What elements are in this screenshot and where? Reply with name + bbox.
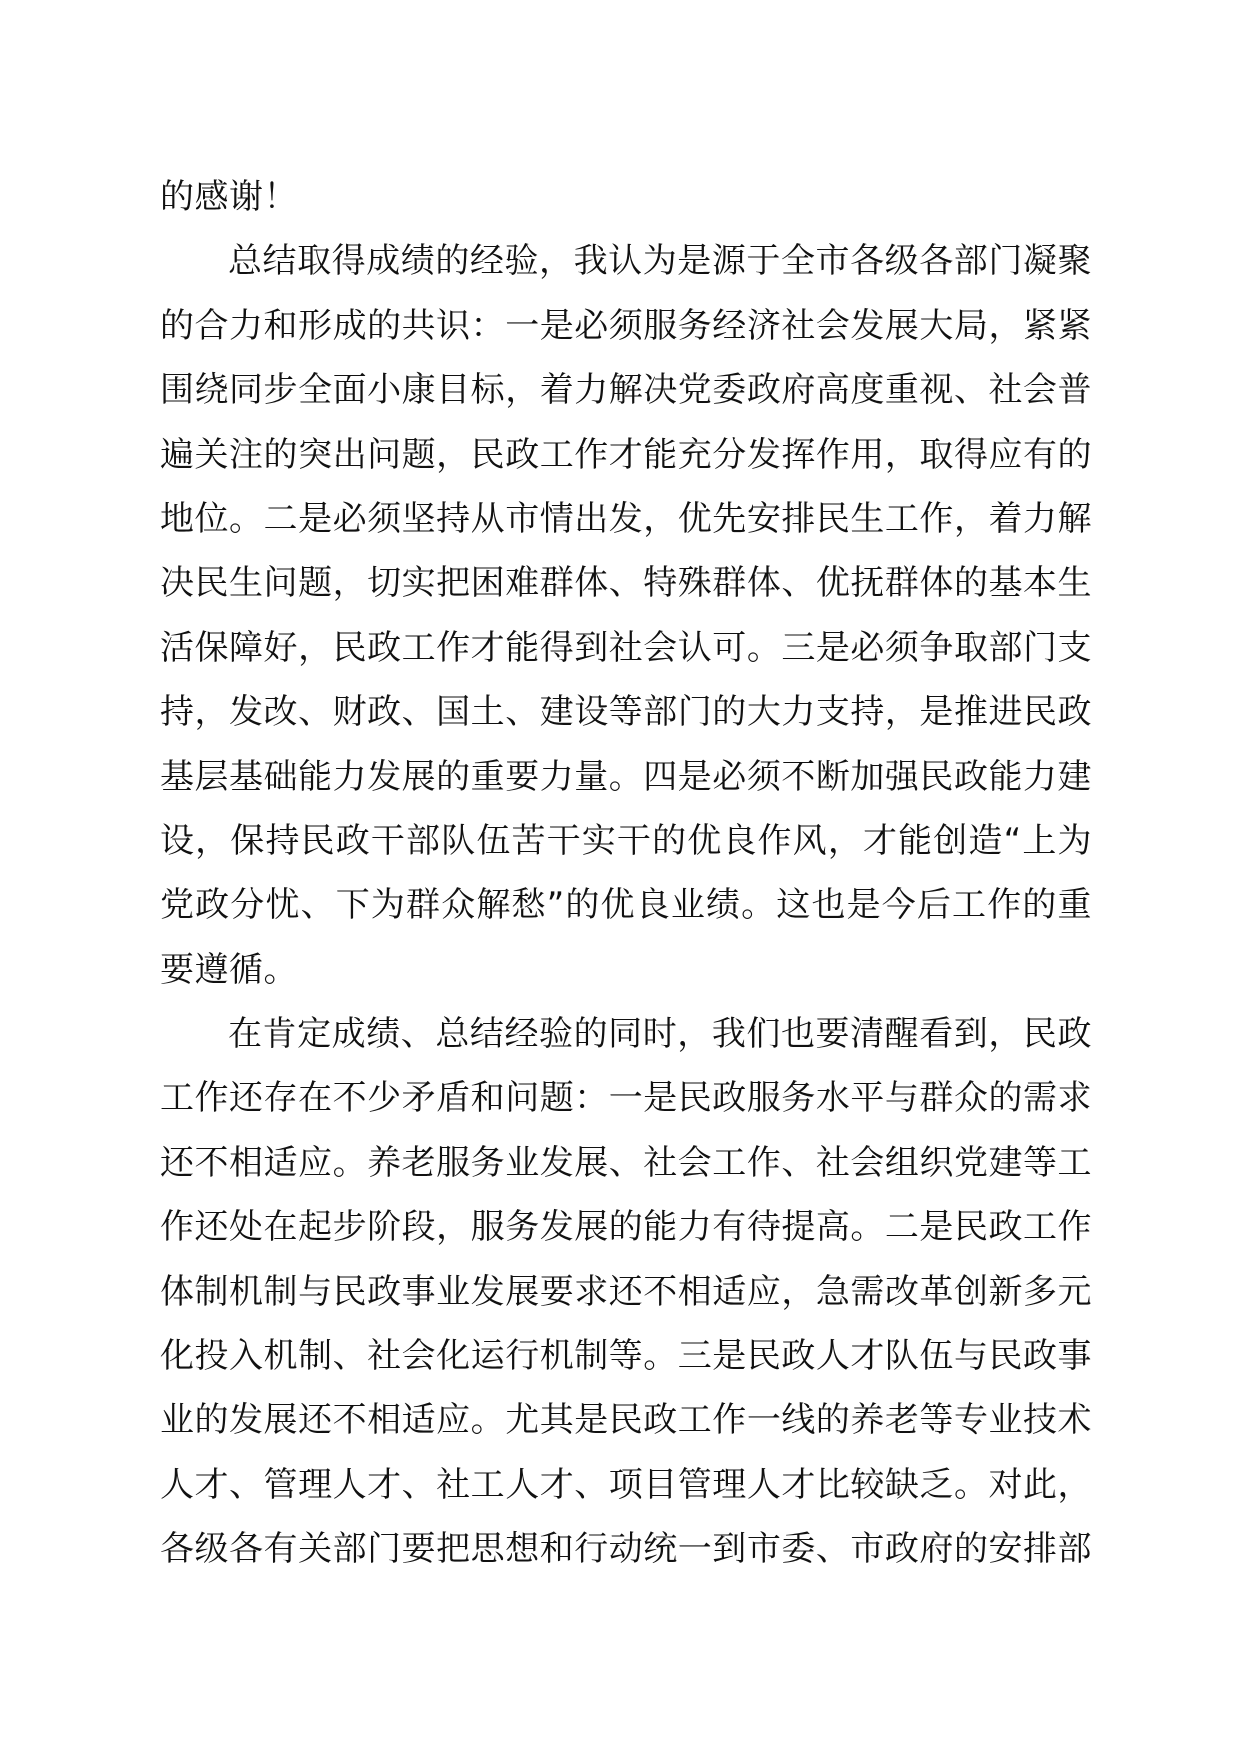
text-line: 化投入机制、社会化运行机制等。三是民政人才队伍与民政事 bbox=[160, 1336, 1092, 1377]
text-line: 围绕同步全面小康目标，着力解决党委政府高度重视、社会普 bbox=[160, 370, 1092, 411]
text-line: 地位。二是必须坚持从市情出发，优先安排民生工作，着力解 bbox=[160, 498, 1092, 539]
paragraph-start-line: 总结取得成绩的经验，我认为是源于全市各级各部门凝聚 bbox=[228, 241, 1092, 282]
text-line: 要遵循。 bbox=[160, 949, 298, 990]
text-line: 还不相适应。养老服务业发展、社会工作、社会组织党建等工 bbox=[160, 1142, 1092, 1183]
text-line: 业的发展还不相适应。尤其是民政工作一线的养老等专业技术 bbox=[160, 1400, 1092, 1441]
text-line: 基层基础能力发展的重要力量。四是必须不断加强民政能力建 bbox=[160, 756, 1092, 797]
paragraph-start-line: 在肯定成绩、总结经验的同时，我们也要清醒看到，民政 bbox=[228, 1014, 1092, 1055]
text-line: 作还处在起步阶段，服务发展的能力有待提高。二是民政工作 bbox=[160, 1207, 1092, 1248]
body-text bbox=[160, 165, 1092, 1582]
text-line: 的合力和形成的共识：一是必须服务经济社会发展大局，紧紧 bbox=[160, 305, 1092, 346]
text-line: 活保障好，民政工作才能得到社会认可。三是必须争取部门支 bbox=[160, 627, 1092, 668]
text-line: 工作还存在不少矛盾和问题：一是民政服务水平与群众的需求 bbox=[160, 1078, 1092, 1119]
text-line: 党政分忧、下为群众解愁”的优良业绩。这也是今后工作的重 bbox=[160, 885, 1092, 926]
text-line: 遍关注的突出问题，民政工作才能充分发挥作用，取得应有的 bbox=[160, 434, 1092, 475]
text-line: 持，发改、财政、国土、建设等部门的大力支持，是推进民政 bbox=[160, 692, 1092, 733]
text-line: 的感谢！ bbox=[160, 177, 298, 217]
text-line: 各级各有关部门要把思想和行动统一到市委、市政府的安排部 bbox=[160, 1529, 1092, 1570]
text-line: 体制机制与民政事业发展要求还不相适应，急需改革创新多元 bbox=[160, 1271, 1092, 1312]
text-line: 决民生问题，切实把困难群体、特殊群体、优抚群体的基本生 bbox=[160, 563, 1092, 604]
text-line: 人才、管理人才、社工人才、项目管理人才比较缺乏。对此， bbox=[160, 1464, 1092, 1505]
text-line: 设，保持民政干部队伍苦干实干的优良作风，才能创造“上为 bbox=[160, 820, 1092, 861]
